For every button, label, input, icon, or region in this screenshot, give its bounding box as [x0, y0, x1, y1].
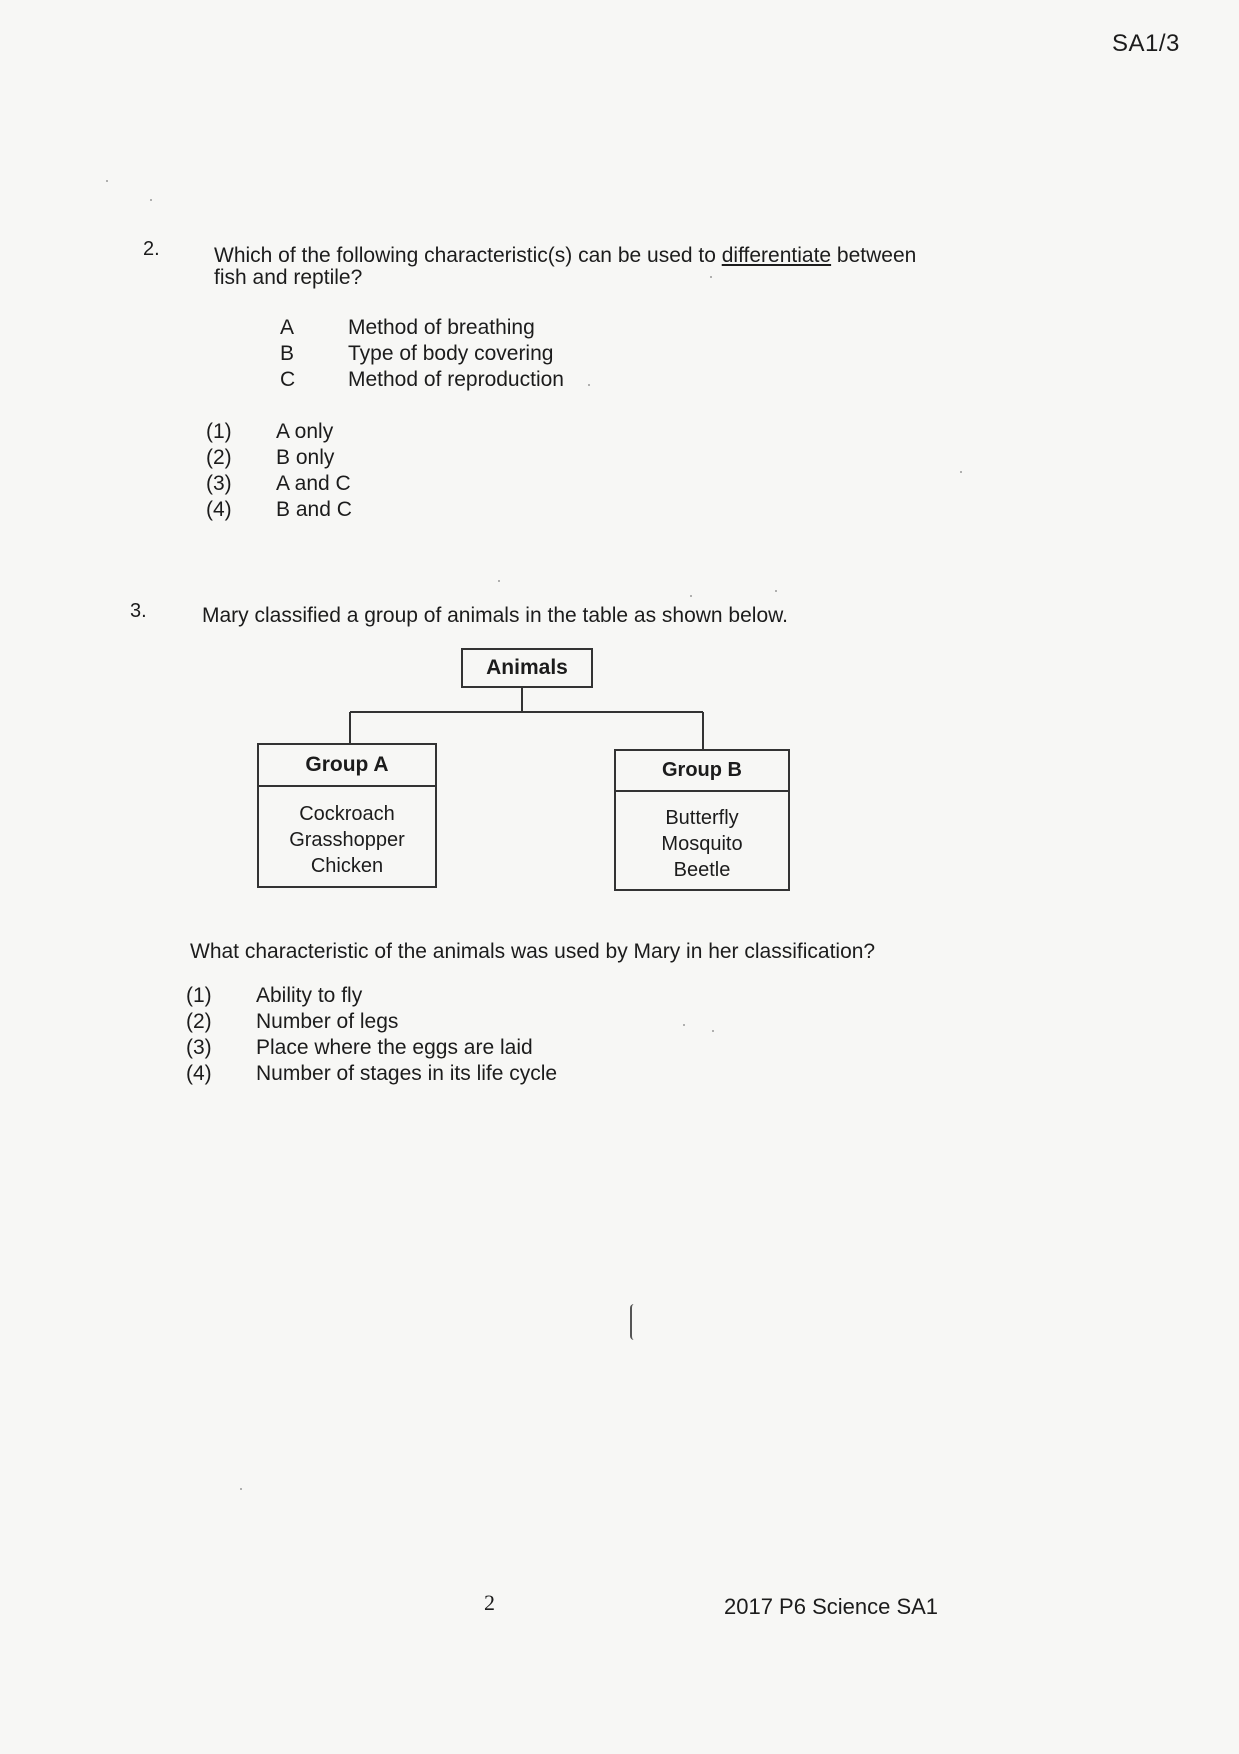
scan-speck	[710, 276, 712, 278]
group-a-item: Chicken	[310, 855, 384, 877]
q2-stem-part3: between	[831, 244, 917, 267]
q2-option-number: (4)	[206, 498, 232, 521]
q3-option-list	[186, 984, 557, 1088]
q2-option-number: (2)	[206, 446, 232, 469]
scan-speck	[150, 199, 152, 201]
group-a-items	[259, 787, 435, 879]
q2-option[interactable]	[206, 446, 352, 472]
q2-number: 2.	[143, 238, 160, 260]
group-b-item: Mosquito	[661, 833, 743, 855]
scan-speck	[588, 384, 590, 386]
scan-speck	[775, 590, 777, 592]
q2-statement-text: Type of body covering	[348, 342, 554, 365]
group-b-title: Group B	[616, 751, 788, 792]
q2-statement-list	[280, 316, 564, 394]
q2-option-number: (1)	[206, 420, 232, 443]
page-number: 2	[484, 1590, 495, 1615]
root-box	[461, 648, 593, 688]
q3-question: What characteristic of the animals was used by Mary in her classification?	[190, 940, 876, 963]
q2-option-text: B only	[276, 446, 335, 469]
q3-option-number: (4)	[186, 1062, 212, 1085]
q3-option[interactable]	[186, 1062, 557, 1088]
q2-option-number: (3)	[206, 472, 232, 495]
q3-option-text: Ability to fly	[256, 984, 363, 1007]
q3-number: 3.	[130, 600, 147, 622]
scan-speck	[106, 180, 108, 182]
q3-option[interactable]	[186, 1010, 557, 1036]
scan-speck	[712, 1030, 714, 1032]
scan-speck	[683, 1024, 685, 1026]
scan-speck	[240, 1488, 242, 1490]
q3-option-number: (3)	[186, 1036, 212, 1059]
q2-statement-letter: C	[280, 368, 296, 391]
group-b-item: Butterfly	[665, 807, 739, 829]
q2-statement	[280, 368, 564, 394]
group-a-box	[257, 743, 437, 888]
q2-option[interactable]	[206, 472, 352, 498]
q2-stem-part1: Which of the following characteristic(s) can be used to	[214, 244, 722, 267]
group-b-items	[616, 792, 788, 883]
q2-option[interactable]	[206, 420, 352, 446]
group-a-title: Group A	[259, 745, 435, 787]
q3-option[interactable]	[186, 984, 557, 1010]
group-a-item: Cockroach	[299, 803, 395, 825]
q2-statement-text: Method of reproduction	[348, 368, 564, 391]
scan-speck	[960, 471, 962, 473]
q3-option-text: Number of legs	[256, 1010, 399, 1033]
q3-option-text: Number of stages in its life cycle	[256, 1062, 558, 1085]
q2-option[interactable]	[206, 498, 352, 524]
q2-statement	[280, 316, 564, 342]
q3-option-text: Place where the eggs are laid	[256, 1036, 533, 1059]
q2-statement-letter: A	[280, 316, 295, 339]
group-a-item: Grasshopper	[289, 829, 405, 851]
q2-statement	[280, 342, 564, 368]
scan-speck	[498, 580, 500, 582]
q2-option-text: A only	[276, 420, 334, 443]
q2-statement-text: Method of breathing	[348, 316, 535, 339]
q2-stem-line2: fish and reptile?	[214, 266, 363, 289]
scan-mark	[630, 1304, 634, 1340]
q2-stem-underlined: differentiate	[721, 244, 832, 267]
q2-statement-letter: B	[280, 342, 295, 365]
q2-stem-line1	[214, 244, 916, 268]
q3-option-number: (1)	[186, 984, 212, 1007]
paper-title: 2017 P6 Science SA1	[724, 1594, 939, 1619]
scan-speck	[690, 595, 692, 597]
q3-option-number: (2)	[186, 1010, 212, 1033]
q2-option-list	[206, 420, 352, 524]
q3-stem: Mary classified a group of animals in the table as shown below.	[202, 604, 788, 627]
q2-option-text: A and C	[276, 472, 351, 495]
page-code: SA1/3	[1112, 30, 1180, 57]
q2-option-text: B and C	[276, 498, 352, 521]
q3-option[interactable]	[186, 1036, 557, 1062]
root-label: Animals	[486, 656, 568, 679]
group-b-item: Beetle	[673, 859, 731, 881]
group-b-box	[614, 749, 790, 891]
